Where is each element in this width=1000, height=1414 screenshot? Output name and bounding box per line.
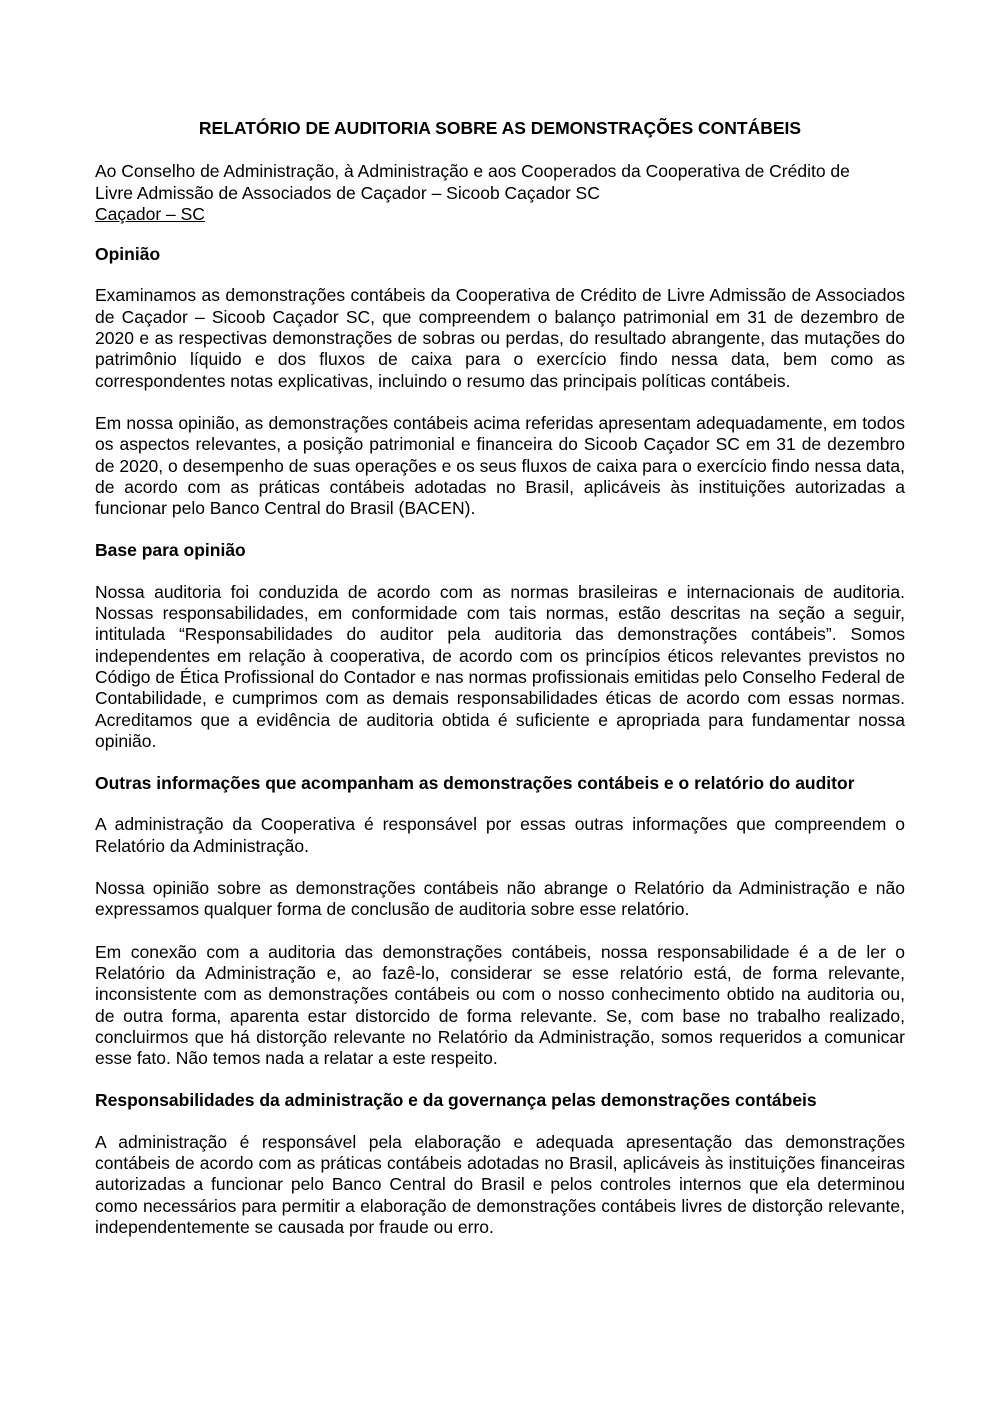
document-title: RELATÓRIO DE AUDITORIA SOBRE AS DEMONSTRAÇÕES CONTÁBEIS — [198, 118, 802, 138]
paragraph: Nossa auditoria foi conduzida de acordo com as normas brasileiras e internacionais de auditoria. Nossas responsabilidades, em conformidade com tais normas, estão descritas na seção a seguir, intitulada “Responsabilidades do auditor pela auditoria das demonstrações contábeis”. Somos independentes em relação à cooperativa, de acordo com os princípios éticos relevantes previstos no Código de Ética Profissional do Contador e nas normas profissionais emitidas pelo Conselho Federal de Contabilidade, e cumprimos com as demais responsabilidades éticas de acordo com essas normas. Acreditamos que a evidência de auditoria obtida é suficiente e apropriada para fundamentar nossa opinião. — [95, 581, 905, 751]
paragraph: A administração é responsável pela elaboração e adequada apresentação das demonstrações contábeis de acordo com as práticas contábeis adotadas no Brasil, aplicáveis às instituições financeiras autorizadas a funcionar pelo Banco Central do Brasil e pelos controles internos que ela determinou como necessários para permitir a elaboração de demonstrações contábeis livres de distorção relevante, independentemente se causada por fraude ou erro. — [95, 1131, 905, 1237]
section-opiniao — [95, 244, 905, 519]
section-responsabilidades-administracao — [95, 1090, 905, 1238]
section-heading: Base para opinião — [95, 540, 246, 561]
section-heading: Opinião — [95, 244, 161, 265]
section-base-para-opiniao — [95, 540, 905, 752]
addressee-block — [95, 161, 905, 204]
addressee-line: Livre Admissão de Associados de Caçador – Sicoob Caçador SC — [95, 182, 600, 203]
addressee-line: Ao Conselho de Administração, à Administração e aos Cooperados da Cooperativa de Crédito de — [95, 161, 850, 182]
paragraph: Em nossa opinião, as demonstrações contábeis acima referidas apresentam adequadamente, em todos os aspectos relevantes, a posição patrimonial e financeira do Sicoob Caçador SC em 31 de dezembro de 2020, o desempenho de suas operações e os seus fluxos de caixa para o exercício findo nessa data, de acordo com as práticas contábeis adotadas no Brasil, aplicáveis às instituições autorizadas a funcionar pelo Banco Central do Brasil (BACEN). — [95, 412, 905, 519]
paragraph: Em conexão com a auditoria das demonstrações contábeis, nossa responsabilidade é a de ler o Relatório da Administração e, ao fazê-lo, considerar se esse relatório está, de forma relevante, inconsistente com as demonstrações contábeis ou com o nosso conhecimento obtido na auditoria ou, de outra forma, aparenta estar distorcido de forma relevante. Se, com base no trabalho realizado, concluirmos que há distorção relevante no Relatório da Administração, somos requeridos a comunicar esse fato. Não temos nada a relatar a este respeito. — [95, 941, 905, 1069]
section-heading: Responsabilidades da administração e da governança pelas demonstrações contábeis — [95, 1090, 817, 1111]
paragraph: A administração da Cooperativa é responsável por essas outras informações que compreendem o Relatório da Administração. — [95, 814, 905, 856]
section-outras-informacoes — [95, 773, 905, 1069]
addressee-city: Caçador – SC — [95, 203, 205, 224]
document-body — [95, 118, 905, 1259]
paragraph: Examinamos as demonstrações contábeis da Cooperativa de Crédito de Livre Admissão de Associados de Caçador – Sicoob Caçador SC, que compreendem o balanço patrimonial em 31 de dezembro de 2020 e as respectivas demonstrações de sobras ou perdas, do resultado abrangente, das mutações do patrimônio líquido e dos fluxos de caixa para o exercício findo nessa data, bem como as correspondentes notas explicativas, incluindo o resumo das principais políticas contábeis. — [95, 285, 905, 391]
section-heading: Outras informações que acompanham as demonstrações contábeis e o relatório do auditor — [95, 773, 855, 794]
paragraph: Nossa opinião sobre as demonstrações contábeis não abrange o Relatório da Administração e não expressamos qualquer forma de conclusão de auditoria sobre esse relatório. — [95, 878, 905, 920]
